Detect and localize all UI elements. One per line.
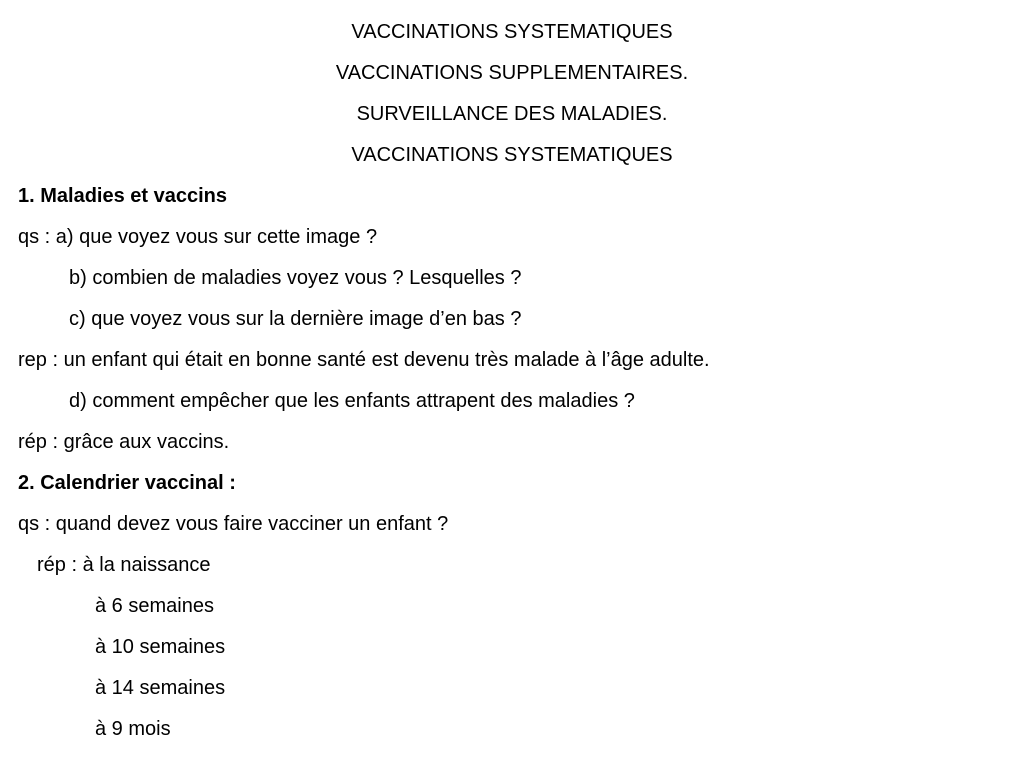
title-line-3: SURVEILLANCE DES MALADIES. bbox=[356, 103, 668, 125]
title-line-4: VACCINATIONS SYSTEMATIQUES bbox=[351, 144, 673, 166]
schedule-item: à 10 semaines bbox=[95, 636, 226, 658]
section-2-answer: rép : à la naissance bbox=[37, 554, 211, 576]
schedule-item: à 6 semaines bbox=[95, 595, 214, 617]
section-2-heading: 2. Calendrier vaccinal : bbox=[18, 472, 236, 494]
question-b: b) combien de maladies voyez vous ? Lesquelles ? bbox=[69, 267, 522, 289]
schedule-item: à 9 mois bbox=[95, 718, 171, 740]
title-line-1: VACCINATIONS SYSTEMATIQUES bbox=[351, 21, 673, 43]
answer-c: rep : un enfant qui était en bonne santé est devenu très malade à l’âge adulte. bbox=[18, 349, 710, 371]
question-d: d) comment empêcher que les enfants attrapent des maladies ? bbox=[69, 390, 635, 412]
question-a: qs : a) que voyez vous sur cette image ? bbox=[18, 226, 378, 248]
answer-d: rép : grâce aux vaccins. bbox=[18, 431, 230, 453]
section-2-question: qs : quand devez vous faire vacciner un enfant ? bbox=[18, 513, 449, 535]
title-line-2: VACCINATIONS SUPPLEMENTAIRES. bbox=[335, 62, 689, 84]
question-c: c) que voyez vous sur la dernière image d’en bas ? bbox=[69, 308, 522, 330]
section-1-heading: 1. Maladies et vaccins bbox=[18, 185, 228, 207]
schedule-item: à 14 semaines bbox=[95, 677, 226, 699]
